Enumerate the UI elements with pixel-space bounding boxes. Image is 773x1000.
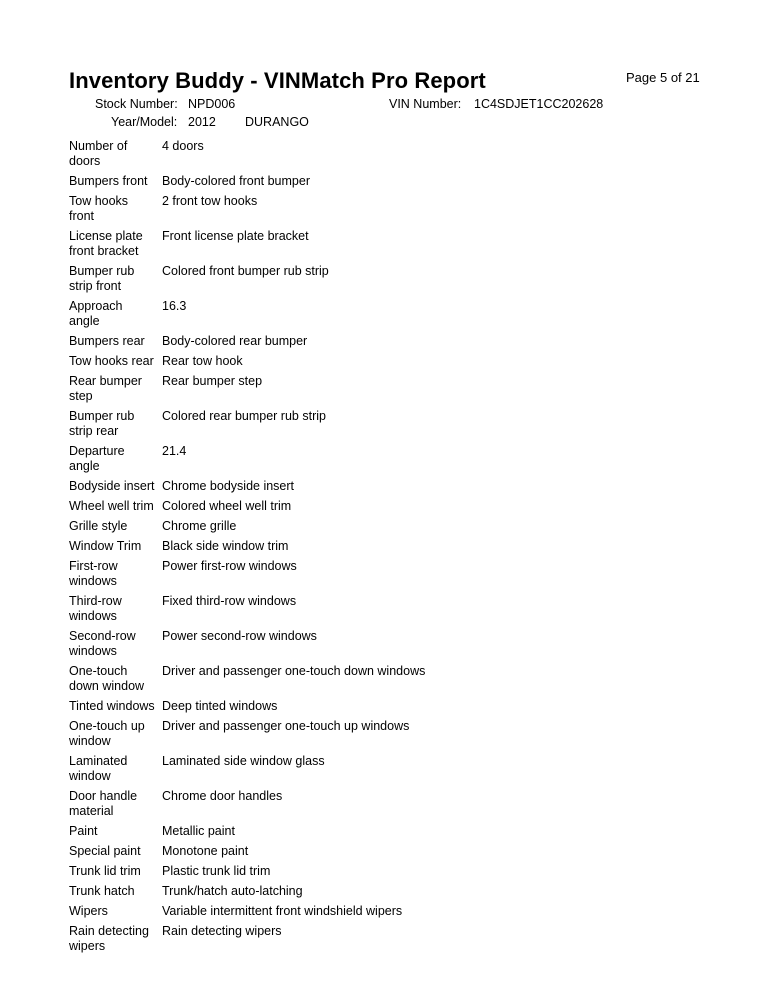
spec-row [67, 299, 524, 334]
spec-value: Power second-row windows [162, 629, 317, 643]
spec-value: 2 front tow hooks [162, 194, 258, 208]
spec-label: Bumper rub strip rear [69, 409, 135, 438]
stock-number-value: NPD006 [188, 97, 236, 111]
spec-label: Tow hooks front [69, 194, 129, 223]
spec-label: Tinted windows [69, 699, 155, 713]
spec-row [67, 264, 524, 299]
spec-value: Rear tow hook [162, 354, 243, 368]
vin-number-value: 1C4SDJET1CC202628 [474, 97, 604, 111]
spec-row [67, 824, 524, 844]
spec-value: Monotone paint [162, 844, 249, 858]
spec-value: Power first-row windows [162, 559, 297, 573]
spec-value: Trunk/hatch auto-latching [162, 884, 303, 898]
spec-row [67, 924, 524, 959]
spec-label: Bumpers rear [69, 334, 145, 348]
spec-value: Metallic paint [162, 824, 235, 838]
spec-row [67, 884, 524, 904]
spec-row [67, 409, 524, 444]
spec-value: 4 doors [162, 139, 204, 153]
spec-label: Grille style [69, 519, 128, 533]
spec-value: Fixed third-row windows [162, 594, 297, 608]
spec-label: Second-row windows [69, 629, 136, 658]
year-model-label: Year/Model: [111, 115, 178, 129]
spec-label: Rain detecting wipers [69, 924, 149, 953]
spec-row [67, 699, 524, 719]
spec-label: Wipers [69, 904, 108, 918]
spec-label: Trunk hatch [69, 884, 135, 898]
spec-row [67, 374, 524, 409]
spec-row [67, 354, 524, 374]
model-value: DURANGO [245, 115, 309, 129]
spec-value: 21.4 [162, 444, 187, 458]
spec-value: Plastic trunk lid trim [162, 864, 271, 878]
spec-row [67, 174, 524, 194]
spec-label: Window Trim [69, 539, 142, 553]
spec-label: Departure angle [69, 444, 125, 473]
spec-row [67, 479, 524, 499]
spec-row [67, 334, 524, 354]
spec-row [67, 194, 524, 229]
spec-value: Colored front bumper rub strip [162, 264, 329, 278]
spec-value: Chrome grille [162, 519, 237, 533]
spec-value: Black side window trim [162, 539, 289, 553]
spec-row [67, 844, 524, 864]
spec-row [67, 499, 524, 519]
spec-value: Body-colored front bumper [162, 174, 310, 188]
spec-row [67, 139, 524, 174]
spec-row [67, 559, 524, 594]
spec-label: Bodyside insert [69, 479, 155, 493]
spec-table [67, 139, 524, 959]
spec-value: Rear bumper step [162, 374, 263, 388]
stock-number-label: Stock Number: [95, 97, 178, 111]
spec-label: License plate front bracket [69, 229, 143, 258]
spec-label: One-touch down window [69, 664, 145, 693]
spec-row [67, 629, 524, 664]
spec-value: Driver and passenger one-touch up windows [162, 719, 410, 733]
spec-label: One-touch up window [69, 719, 145, 748]
spec-label: Third-row windows [69, 594, 122, 623]
spec-row [67, 754, 524, 789]
spec-row [67, 229, 524, 264]
spec-value: Front license plate bracket [162, 229, 309, 243]
spec-label: Wheel well trim [69, 499, 154, 513]
spec-row [67, 519, 524, 539]
spec-row [67, 664, 524, 699]
spec-value: Colored wheel well trim [162, 499, 292, 513]
spec-label: Approach angle [69, 299, 123, 328]
spec-value: Variable intermittent front windshield wipers [162, 904, 403, 918]
spec-value: Rain detecting wipers [162, 924, 282, 938]
spec-row [67, 789, 524, 824]
spec-label: Trunk lid trim [69, 864, 141, 878]
spec-label: First-row windows [69, 559, 118, 588]
page-number: Page 5 of 21 [626, 70, 700, 85]
spec-row [67, 594, 524, 629]
spec-label: Tow hooks rear [69, 354, 154, 368]
spec-label: Special paint [69, 844, 141, 858]
spec-value: Deep tinted windows [162, 699, 278, 713]
spec-row [67, 719, 524, 754]
spec-value: Laminated side window glass [162, 754, 325, 768]
spec-value: Driver and passenger one-touch down windows [162, 664, 426, 678]
spec-row [67, 904, 524, 924]
vin-number-label: VIN Number: [389, 97, 462, 111]
spec-label: Bumper rub strip front [69, 264, 135, 293]
spec-label: Number of doors [69, 139, 128, 168]
spec-row [67, 539, 524, 559]
spec-label: Laminated window [69, 754, 128, 783]
spec-label: Door handle material [69, 789, 138, 818]
spec-value: Chrome bodyside insert [162, 479, 295, 493]
spec-value: 16.3 [162, 299, 187, 313]
year-value: 2012 [188, 115, 216, 129]
spec-row [67, 444, 524, 479]
spec-value: Chrome door handles [162, 789, 283, 803]
spec-value: Body-colored rear bumper [162, 334, 308, 348]
spec-table-body [67, 139, 524, 959]
report-title: Inventory Buddy - VINMatch Pro Report [69, 68, 486, 93]
spec-label: Rear bumper step [69, 374, 142, 403]
spec-value: Colored rear bumper rub strip [162, 409, 326, 423]
spec-label: Paint [69, 824, 98, 838]
spec-row [67, 864, 524, 884]
spec-label: Bumpers front [69, 174, 148, 188]
